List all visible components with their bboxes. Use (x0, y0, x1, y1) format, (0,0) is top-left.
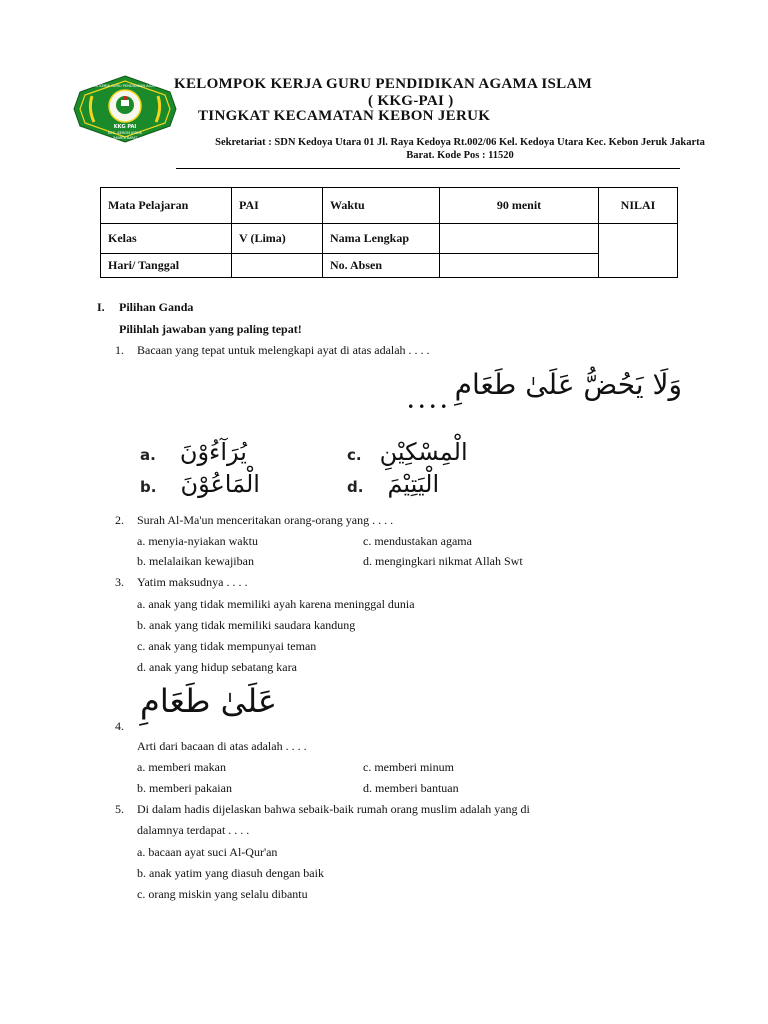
q5-option-b[interactable]: b. anak yatim yang diasuh dengan baik (137, 866, 324, 880)
waktu-label: Waktu (323, 188, 440, 224)
q1-option-b-letter: b. (140, 478, 157, 496)
nama-lengkap-label: Nama Lengkap (323, 224, 440, 254)
q2-option-c[interactable]: c. mendustakan agama (363, 534, 472, 548)
nama-lengkap-field[interactable] (440, 224, 599, 254)
q1-option-d[interactable] (347, 470, 439, 498)
q2-option-b[interactable]: b. melalaikan kewajiban (137, 554, 254, 568)
q4-option-d[interactable]: d. memberi bantuan (363, 781, 459, 795)
q5-option-a[interactable]: a. bacaan ayat suci Al-Qur'an (137, 845, 278, 859)
q3-option-c[interactable]: c. anak yang tidak mempunyai teman (137, 639, 317, 653)
hari-tanggal-label: Hari/ Tanggal (101, 254, 232, 278)
q1-option-c-letter: c. (347, 446, 362, 464)
logo-ring-text: KELOMPOK KERJA GURU PENDIDIKAN AGAMA ISLAM (78, 84, 172, 88)
sekretariat-address: Sekretariat : SDN Kedoya Utara 01 Jl. Raya Kedoya Rt.002/06 Kel. Kedoya Utara Kec. Kebon Jeruk Jakarta Barat. Kode Pos : 11520 (215, 137, 705, 161)
logo-center-text: KKG PAI (113, 124, 137, 130)
q1-option-d-letter: d. (347, 478, 364, 496)
header-line-2: ( KKG-PAI ) (368, 93, 454, 109)
q1-option-a-letter: a. (140, 446, 156, 464)
section-title: Pilihan Ganda (119, 300, 194, 314)
q1-option-b-arabic: الْمَاعُوْنَ (180, 470, 260, 498)
hari-tanggal-field[interactable] (232, 254, 323, 278)
q1-option-a[interactable] (140, 438, 247, 466)
nilai-label: NILAI (599, 188, 678, 224)
header-line-3: TINGKAT KECAMATAN KEBON JERUK (198, 108, 491, 124)
q2-number: 2. (115, 513, 124, 527)
q4-option-a[interactable]: a. memberi makan (137, 760, 226, 774)
logo-sub-text: KEC. KEBON JERUK (108, 131, 142, 135)
q1-options-image (140, 430, 510, 502)
q2-option-a[interactable]: a. menyia-nyiakan waktu (137, 534, 258, 548)
kelas-label: Kelas (101, 224, 232, 254)
q4-arabic-phrase: عَلَىٰ طَعَامِ (140, 682, 277, 720)
q1-number: 1. (115, 343, 124, 357)
q5-text-line1: Di dalam hadis dijelaskan bahwa sebaik-baik rumah orang muslim adalah yang di (137, 802, 530, 816)
q1-option-d-arabic: الْيَتِيْمَ (387, 470, 440, 498)
q3-number: 3. (115, 575, 124, 589)
q4-text: Arti dari bacaan di atas adalah . . . . (137, 739, 307, 753)
section-number: I. (97, 300, 105, 314)
mata-pelajaran-value: PAI (232, 188, 323, 224)
q3-option-a[interactable]: a. anak yang tidak memiliki ayah karena meninggal dunia (137, 597, 415, 611)
q2-option-d[interactable]: d. mengingkari nikmat Allah Swt (363, 554, 523, 568)
student-info-table (100, 187, 678, 278)
q1-option-b[interactable] (140, 470, 260, 498)
q4-number: 4. (115, 719, 124, 733)
no-absen-field[interactable] (440, 254, 599, 278)
kelas-value: V (Lima) (232, 224, 323, 254)
nilai-field[interactable] (599, 224, 678, 278)
q4-option-b[interactable]: b. memberi pakaian (137, 781, 232, 795)
q1-text: Bacaan yang tepat untuk melengkapi ayat di atas adalah . . . . (137, 343, 430, 357)
q3-option-b[interactable]: b. anak yang tidak memiliki saudara kandung (137, 618, 356, 632)
q1-option-c-arabic: الْمِسْكِيْنِ (379, 438, 468, 466)
header-divider (176, 168, 680, 169)
q1-option-a-arabic: يُرَآءُوْنَ (179, 438, 247, 466)
q3-text: Yatim maksudnya . . . . (137, 575, 248, 589)
mata-pelajaran-label: Mata Pelajaran (101, 188, 232, 224)
kkg-pai-logo (72, 74, 178, 144)
logo-city-text: JAKARTA BARAT (112, 136, 138, 140)
q5-text-line2: dalamnya terdapat . . . . (137, 823, 250, 837)
q5-option-c[interactable]: c. orang miskin yang selalu dibantu (137, 887, 308, 901)
waktu-value: 90 menit (440, 188, 599, 224)
no-absen-label: No. Absen (323, 254, 440, 278)
q4-option-c[interactable]: c. memberi minum (363, 760, 454, 774)
q2-text: Surah Al-Ma'un menceritakan orang-orang yang . . . . (137, 513, 394, 527)
q3-option-d[interactable]: d. anak yang hidup sebatang kara (137, 660, 297, 674)
q1-ellipsis: . . . . (408, 388, 447, 413)
q1-arabic-verse: وَلَا يَحُضُّ عَلَىٰ طَعَامِ (454, 368, 682, 401)
section-instruction: Pilihlah jawaban yang paling tepat! (119, 322, 302, 336)
header-line-1: KELOMPOK KERJA GURU PENDIDIKAN AGAMA ISLAM (174, 76, 593, 92)
q1-option-c[interactable] (347, 438, 468, 466)
q5-number: 5. (115, 802, 124, 816)
